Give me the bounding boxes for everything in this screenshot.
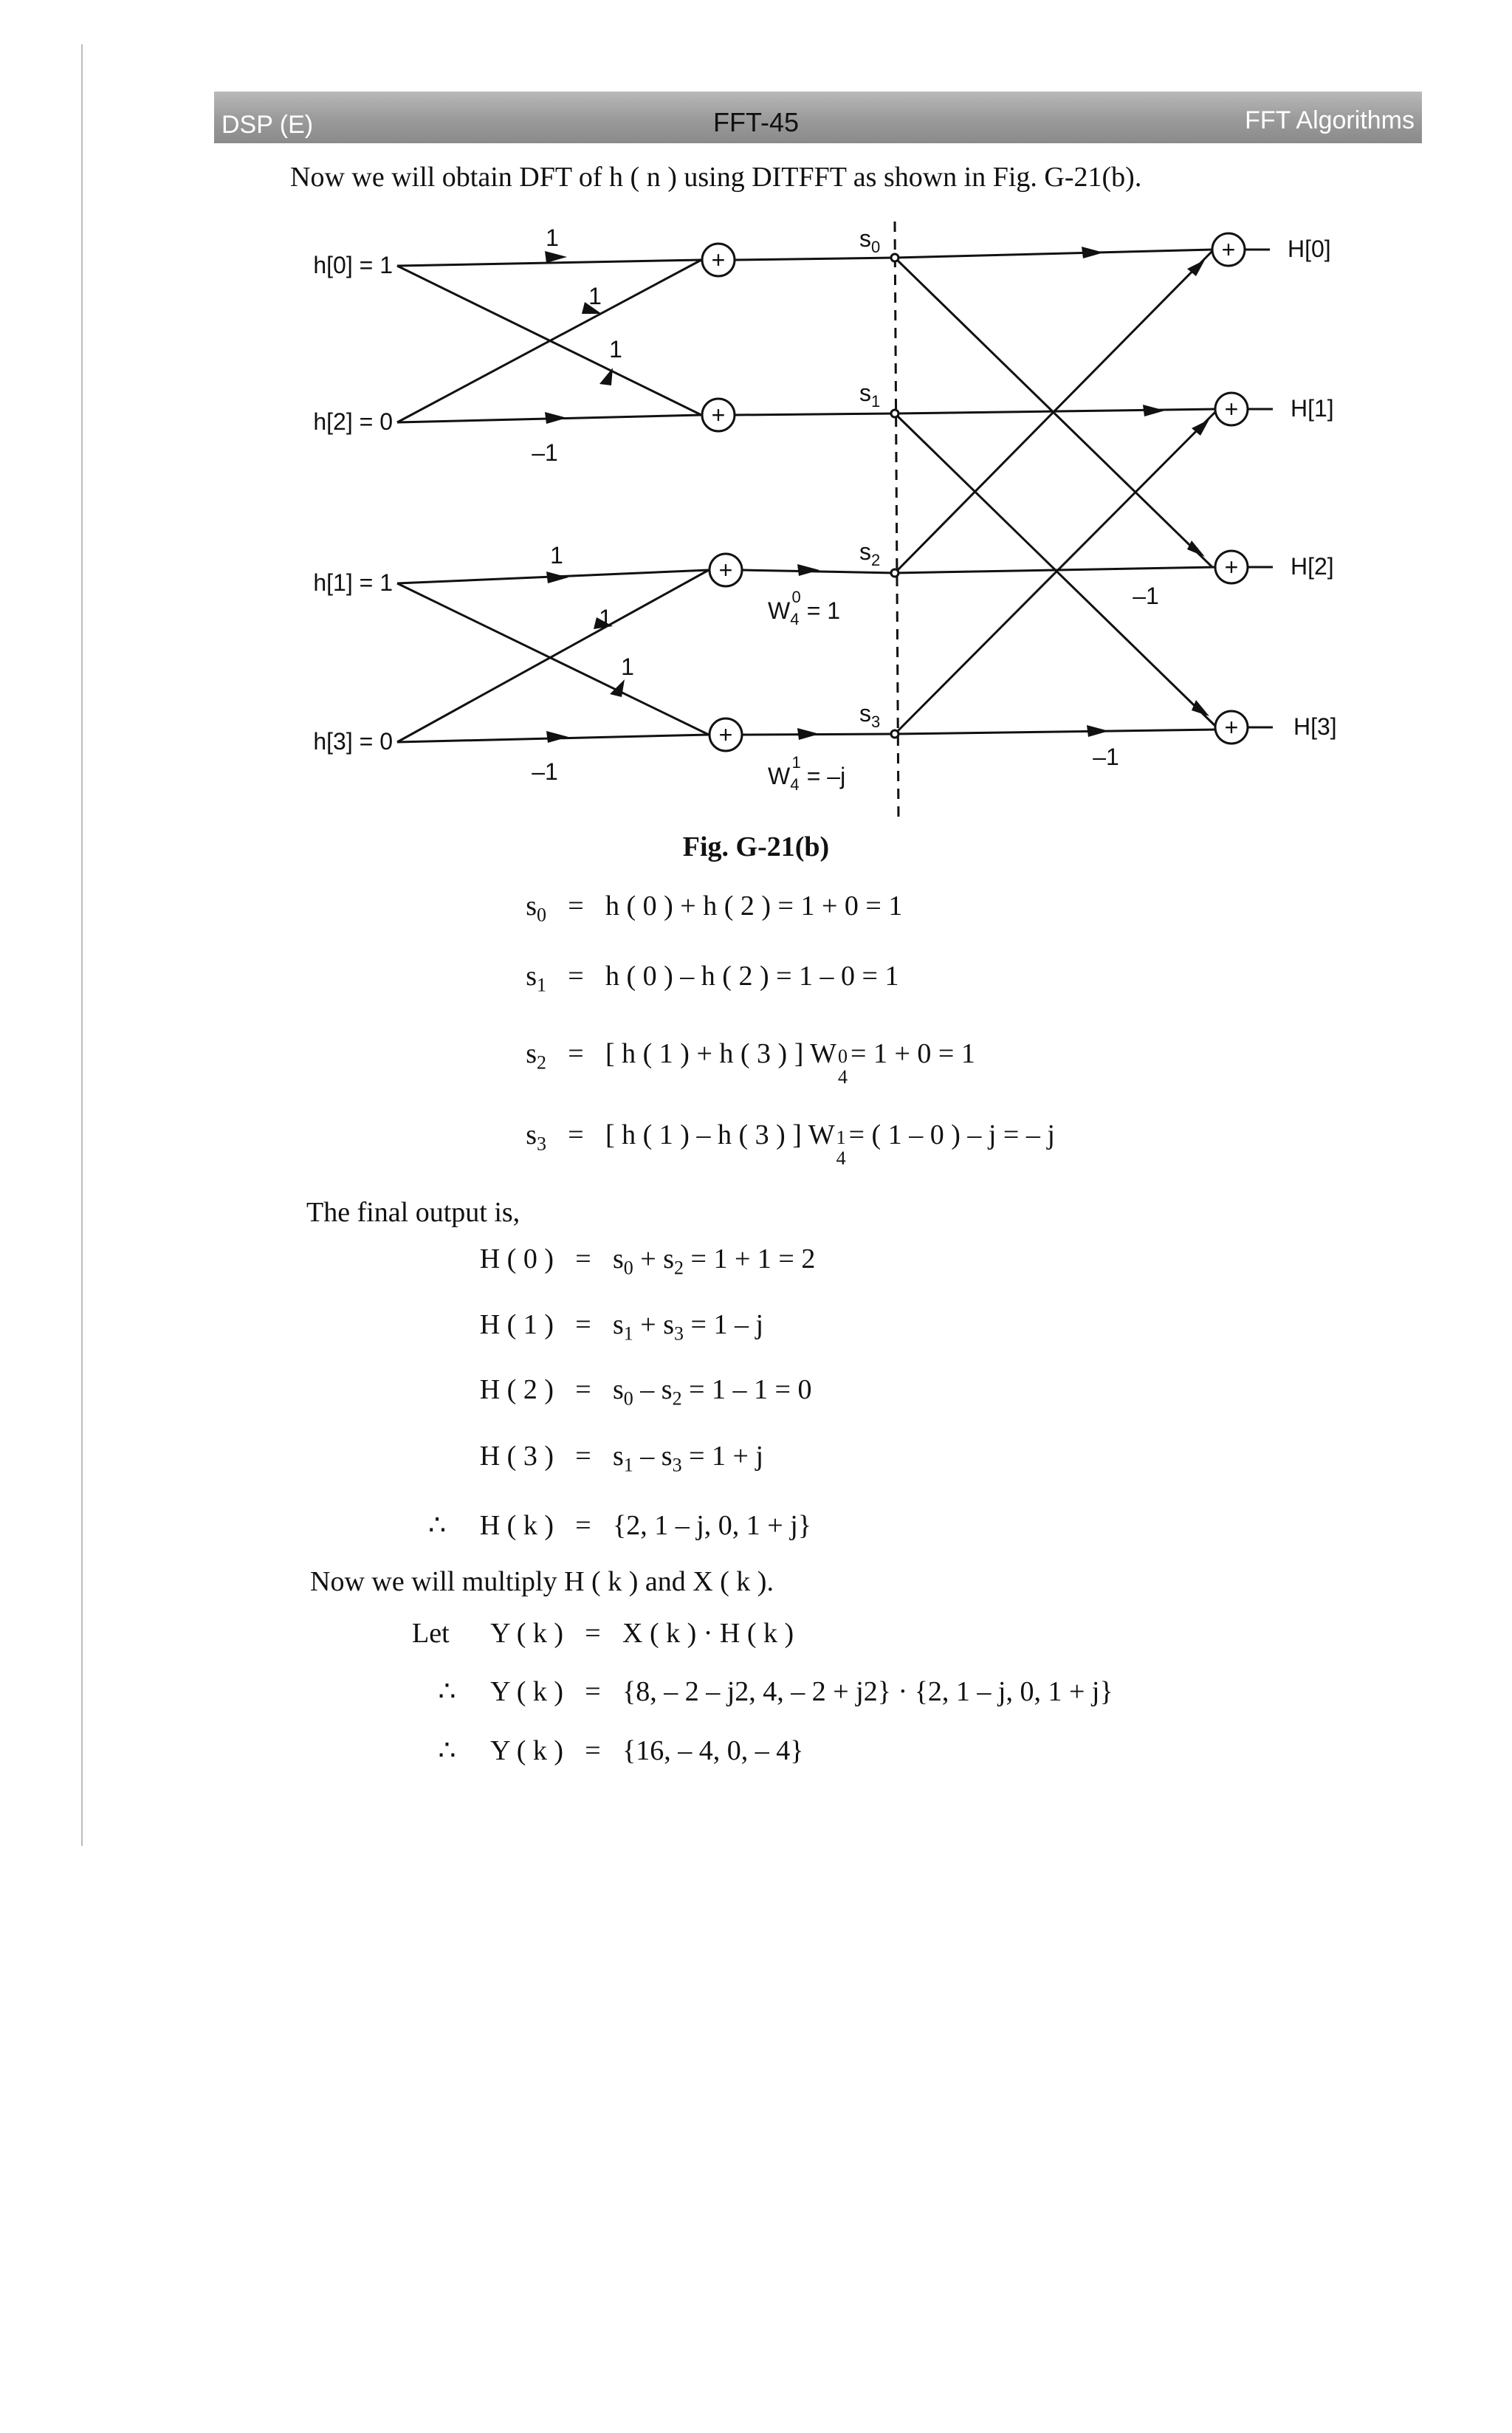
adder-plus: + [718,721,733,748]
gain-label: 1 [550,542,563,569]
edge-s0-out0 [895,250,1212,258]
adder-plus: + [1224,554,1239,580]
equation-s1: $s_1$ = h ( 0 ) – h ( 2 ) = 1 – 0 = 1 [526,961,899,996]
adder-plus: + [711,247,726,273]
butterfly-diagram [0,0,1512,886]
equation-Yk-result: ∴ Y ( k ) = {16, – 4, 0, – 4} [438,1735,804,1766]
input-label: h[2] = 0 [313,408,393,435]
final-output-label: The final output is, [306,1197,520,1228]
equation-Yk-def: Let Y ( k ) = X ( k ) · H ( k ) [412,1618,794,1649]
arrow-icon [1087,725,1109,737]
gain-label: 1 [588,283,602,309]
equation-H2: H ( 2 ) = $s_0 - s_2 = 1 - 1 = 0$ [479,1374,812,1410]
input-label: h[1] = 1 [313,569,393,596]
input-label: h[3] = 0 [313,728,393,755]
adder-plus: + [1224,714,1239,741]
node-label-s1: $s_1$ [859,380,881,411]
equation-s2: $s_2$ = [ h ( 1 ) + h ( 3 ) ] W 0 4 = 1 + 0 = 1 [526,1038,975,1088]
arrow-icon [1143,405,1165,416]
equation-Hk: ∴ H ( k ) = {2, 1 – j, 0, 1 + j} [428,1510,812,1541]
arrow-icon [797,564,819,576]
node-label-s2: $s_2$ [859,538,881,569]
gain-label: –1 [532,758,558,785]
gain-label: 1 [546,224,559,251]
arrow-icon [1187,541,1205,557]
equation-H3: H ( 3 ) = $s_1 - s_3 = 1 + j$ [479,1441,764,1476]
twiddle-w1: $W_41= -j$ [768,753,846,794]
gain-label: –1 [1093,744,1119,770]
edge-h1-add3 [397,583,709,735]
adder-plus: + [1221,236,1236,263]
arrow-icon [545,412,567,424]
multiply-statement: Now we will multiply H ( k ) and X ( k ). [310,1566,774,1597]
output-label: H[3] [1293,713,1337,740]
edge-h3-add2 [397,570,709,742]
equation-H0: H ( 0 ) = $s_0 + s_2 = 1 + 1 = 2$ [479,1243,816,1279]
adder-plus: + [1224,396,1239,422]
output-label: H[0] [1288,236,1331,262]
edge-s3-out3 [895,730,1217,734]
header-left-label: DSP (E) [221,111,314,139]
output-label: H[2] [1291,553,1334,580]
edge-h2-add0 [397,260,701,422]
node-label-s0: $s_0$ [859,225,881,256]
adder-plus: + [711,402,726,428]
arrow-icon [1082,247,1104,258]
equation-Yk-product: ∴ Y ( k ) = {8, – 2 – j2, 4, – 2 + j2} · {2, 1 – j, 0, 1 + j} [438,1676,1113,1707]
equation-s3: $s_3$ = [ h ( 1 ) – h ( 3 ) ] W 1 4 = ( 1 – 0 ) – j = – j [526,1119,1055,1169]
gain-label: 1 [609,336,622,363]
intro-paragraph: Now we will obtain DFT of h ( n ) using DITFFT as shown in Fig. G-21(b). [290,162,1142,193]
gain-label: 1 [599,605,612,631]
arrow-icon [599,368,613,385]
arrow-icon [546,572,568,583]
header-right-label: FFT Algorithms [1245,106,1415,134]
arrow-icon [1192,700,1209,716]
equation-s0: $s_0$ = h ( 0 ) + h ( 2 ) = 1 + 0 = 1 [526,891,903,926]
arrow-icon [545,251,567,263]
adder-plus: + [718,557,733,583]
gain-label: 1 [621,653,634,680]
node-label-s3: $s_3$ [859,700,881,731]
page-number: FFT-45 [712,107,799,137]
output-label: H[1] [1291,395,1334,422]
figure-caption: Fig. G-21(b) [682,831,830,862]
gain-label: –1 [532,439,558,466]
arrow-icon [797,728,819,740]
input-label: h[0] = 1 [313,252,393,278]
arrow-icon [546,731,568,743]
equation-H1: H ( 1 ) = $s_1 + s_3 = 1 - j$ [479,1309,764,1345]
twiddle-w0: $W_40= 1$ [768,588,841,628]
gain-label: –1 [1133,583,1159,609]
